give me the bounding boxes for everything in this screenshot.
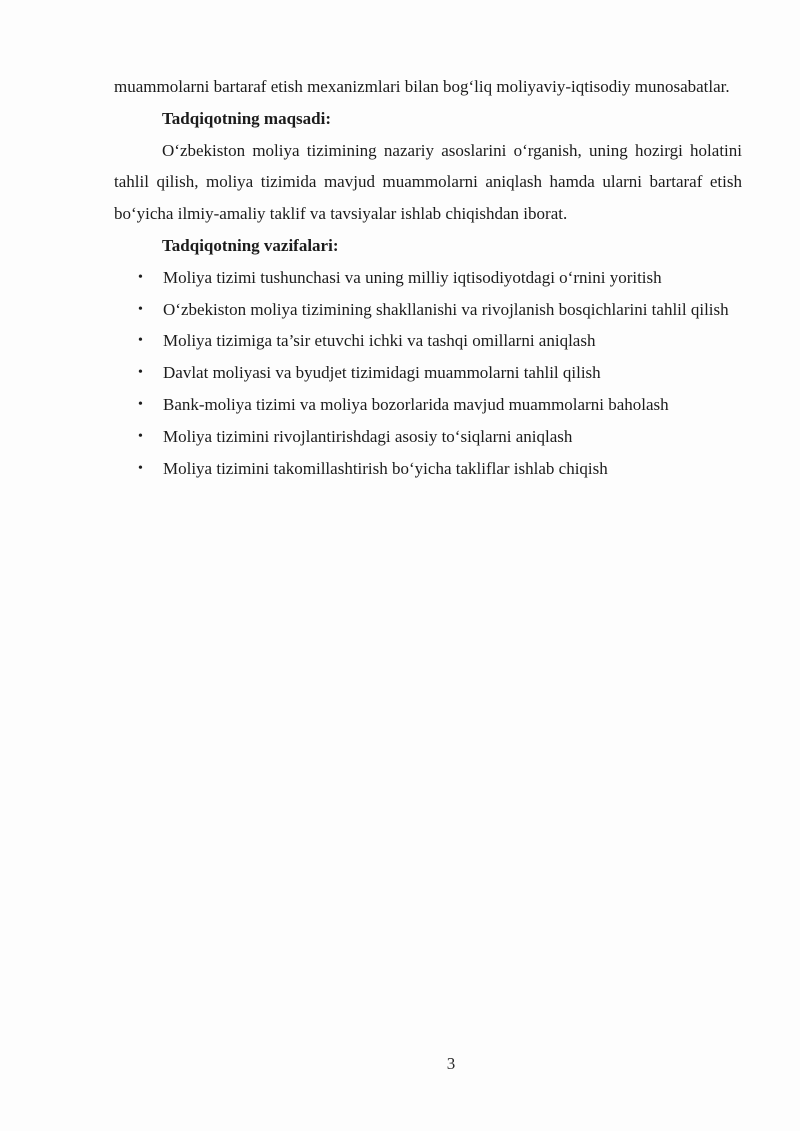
bullet-icon: • [138, 396, 143, 412]
bullet-icon: • [138, 460, 143, 476]
list-item [114, 389, 742, 421]
list-item [114, 294, 742, 326]
task-text: Bank-moliya tizimi va moliya bozorlarida mavjud muammolarni baholash [163, 394, 669, 414]
intro-paragraph: muammolarni bartaraf etish mexanizmlari bilan bog‘liq moliyaviy-iqtisodiy munosabatlar. [114, 77, 730, 96]
list-item [114, 421, 742, 453]
task-text: O‘zbekiston moliya tizimining shakllanishi va rivojlanish bosqichlarini tahlil qilish [163, 299, 729, 319]
purpose-heading: Tadqiqotning maqsadi: [162, 108, 331, 128]
tasks-list [114, 262, 742, 485]
document-body [114, 71, 742, 484]
page-number: 3 [446, 1054, 456, 1073]
task-text: Davlat moliyasi va byudjet tizimidagi muammolarni tahlil qilish [163, 363, 601, 383]
list-item [114, 453, 742, 485]
bullet-icon: • [138, 428, 143, 444]
purpose-paragraph: O‘zbekiston moliya tizimining nazariy asoslarini o‘rganish, uning hozirgi holatini tahlil qilish, moliya tizimida mavjud muammolarni aniqlash hamda ularni bartaraf etish bo‘yicha ilmiy-amaliy taklif va tavsiyalar ishlab chiqishdan iborat. [114, 140, 742, 224]
task-text: Moliya tizimiga ta’sir etuvchi ichki va tashqi omillarni aniqlash [163, 331, 596, 351]
task-text: Moliya tizimini takomillashtirish bo‘yicha takliflar ishlab chiqish [163, 458, 608, 478]
bullet-icon: • [138, 365, 143, 381]
list-item [114, 325, 742, 357]
task-text: Moliya tizimini rivojlantirishdagi asosiy to‘siqlarni aniqlash [163, 426, 573, 446]
bullet-icon: • [138, 333, 143, 349]
bullet-icon: • [138, 269, 143, 285]
bullet-icon: • [138, 301, 143, 317]
list-item [114, 357, 742, 389]
tasks-heading: Tadqiqotning vazifalari: [162, 235, 339, 255]
list-item [114, 262, 742, 294]
task-text: Moliya tizimi tushunchasi va uning milliy iqtisodiyotdagi o‘rnini yoritish [163, 267, 662, 287]
